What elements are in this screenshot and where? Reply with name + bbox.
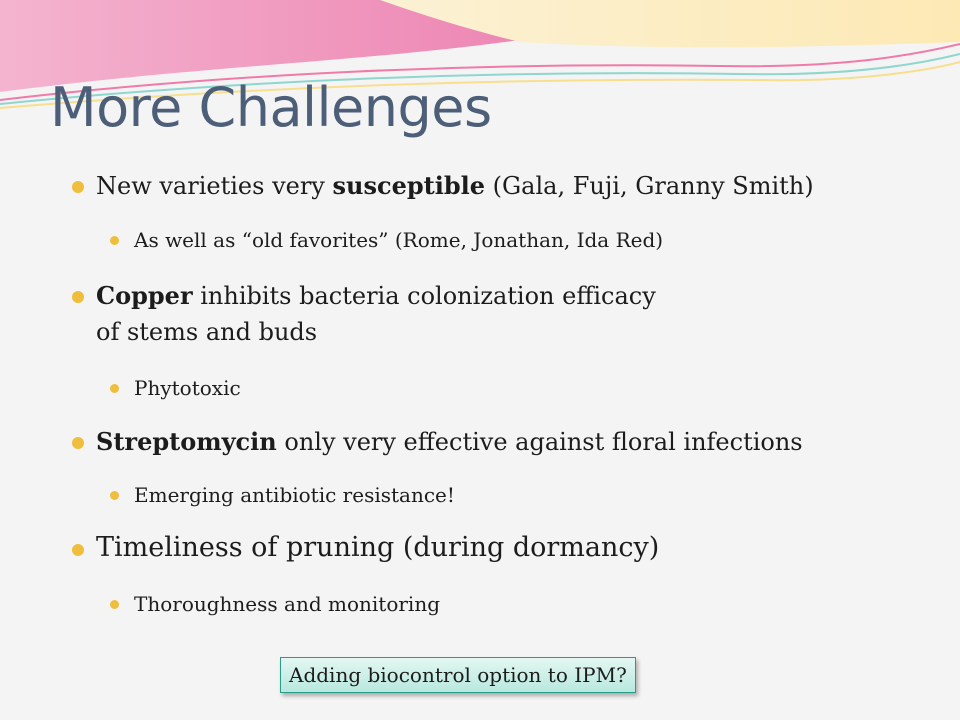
bullet-dot-icon: [72, 544, 84, 556]
bullet-dot-icon: [72, 291, 84, 303]
bullet-dot-icon: [72, 437, 84, 449]
bullet-text-part: only very effective against floral infections: [276, 428, 803, 456]
bullet-text-part: inhibits bacteria colonization efficacy: [192, 282, 656, 310]
bullet-text: [96, 278, 656, 314]
sub-bullet-dot-icon: [110, 600, 119, 609]
bullet-text-part: (Gala, Fuji, Granny Smith): [485, 172, 814, 200]
callout-box: Adding biocontrol option to IPM?: [280, 657, 636, 693]
sub-bullet-dot-icon: [110, 236, 119, 245]
bullet-text: [96, 168, 814, 204]
bullet-text-bold: susceptible: [332, 171, 485, 200]
sub-bullet-text: Thoroughness and monitoring: [134, 592, 440, 616]
bullet-text: Timeliness of pruning (during dormancy): [96, 532, 660, 563]
sub-bullet-dot-icon: [110, 384, 119, 393]
bullet-text-bold: Copper: [96, 281, 193, 310]
bullet-text-bold: Streptomycin: [96, 427, 277, 456]
sub-bullet-text: As well as “old favorites” (Rome, Jonathan, Ida Red): [134, 228, 664, 252]
sub-bullet-text: Emerging antibiotic resistance!: [134, 483, 455, 507]
bullet-text-part: New varieties very: [96, 172, 333, 200]
slide-title: More Challenges: [50, 76, 492, 139]
bullet-dot-icon: [72, 181, 84, 193]
bullet-text-line2: of stems and buds: [96, 318, 318, 346]
bullet-text: [96, 424, 803, 460]
sub-bullet-text: Phytotoxic: [134, 376, 241, 400]
sub-bullet-dot-icon: [110, 491, 119, 500]
